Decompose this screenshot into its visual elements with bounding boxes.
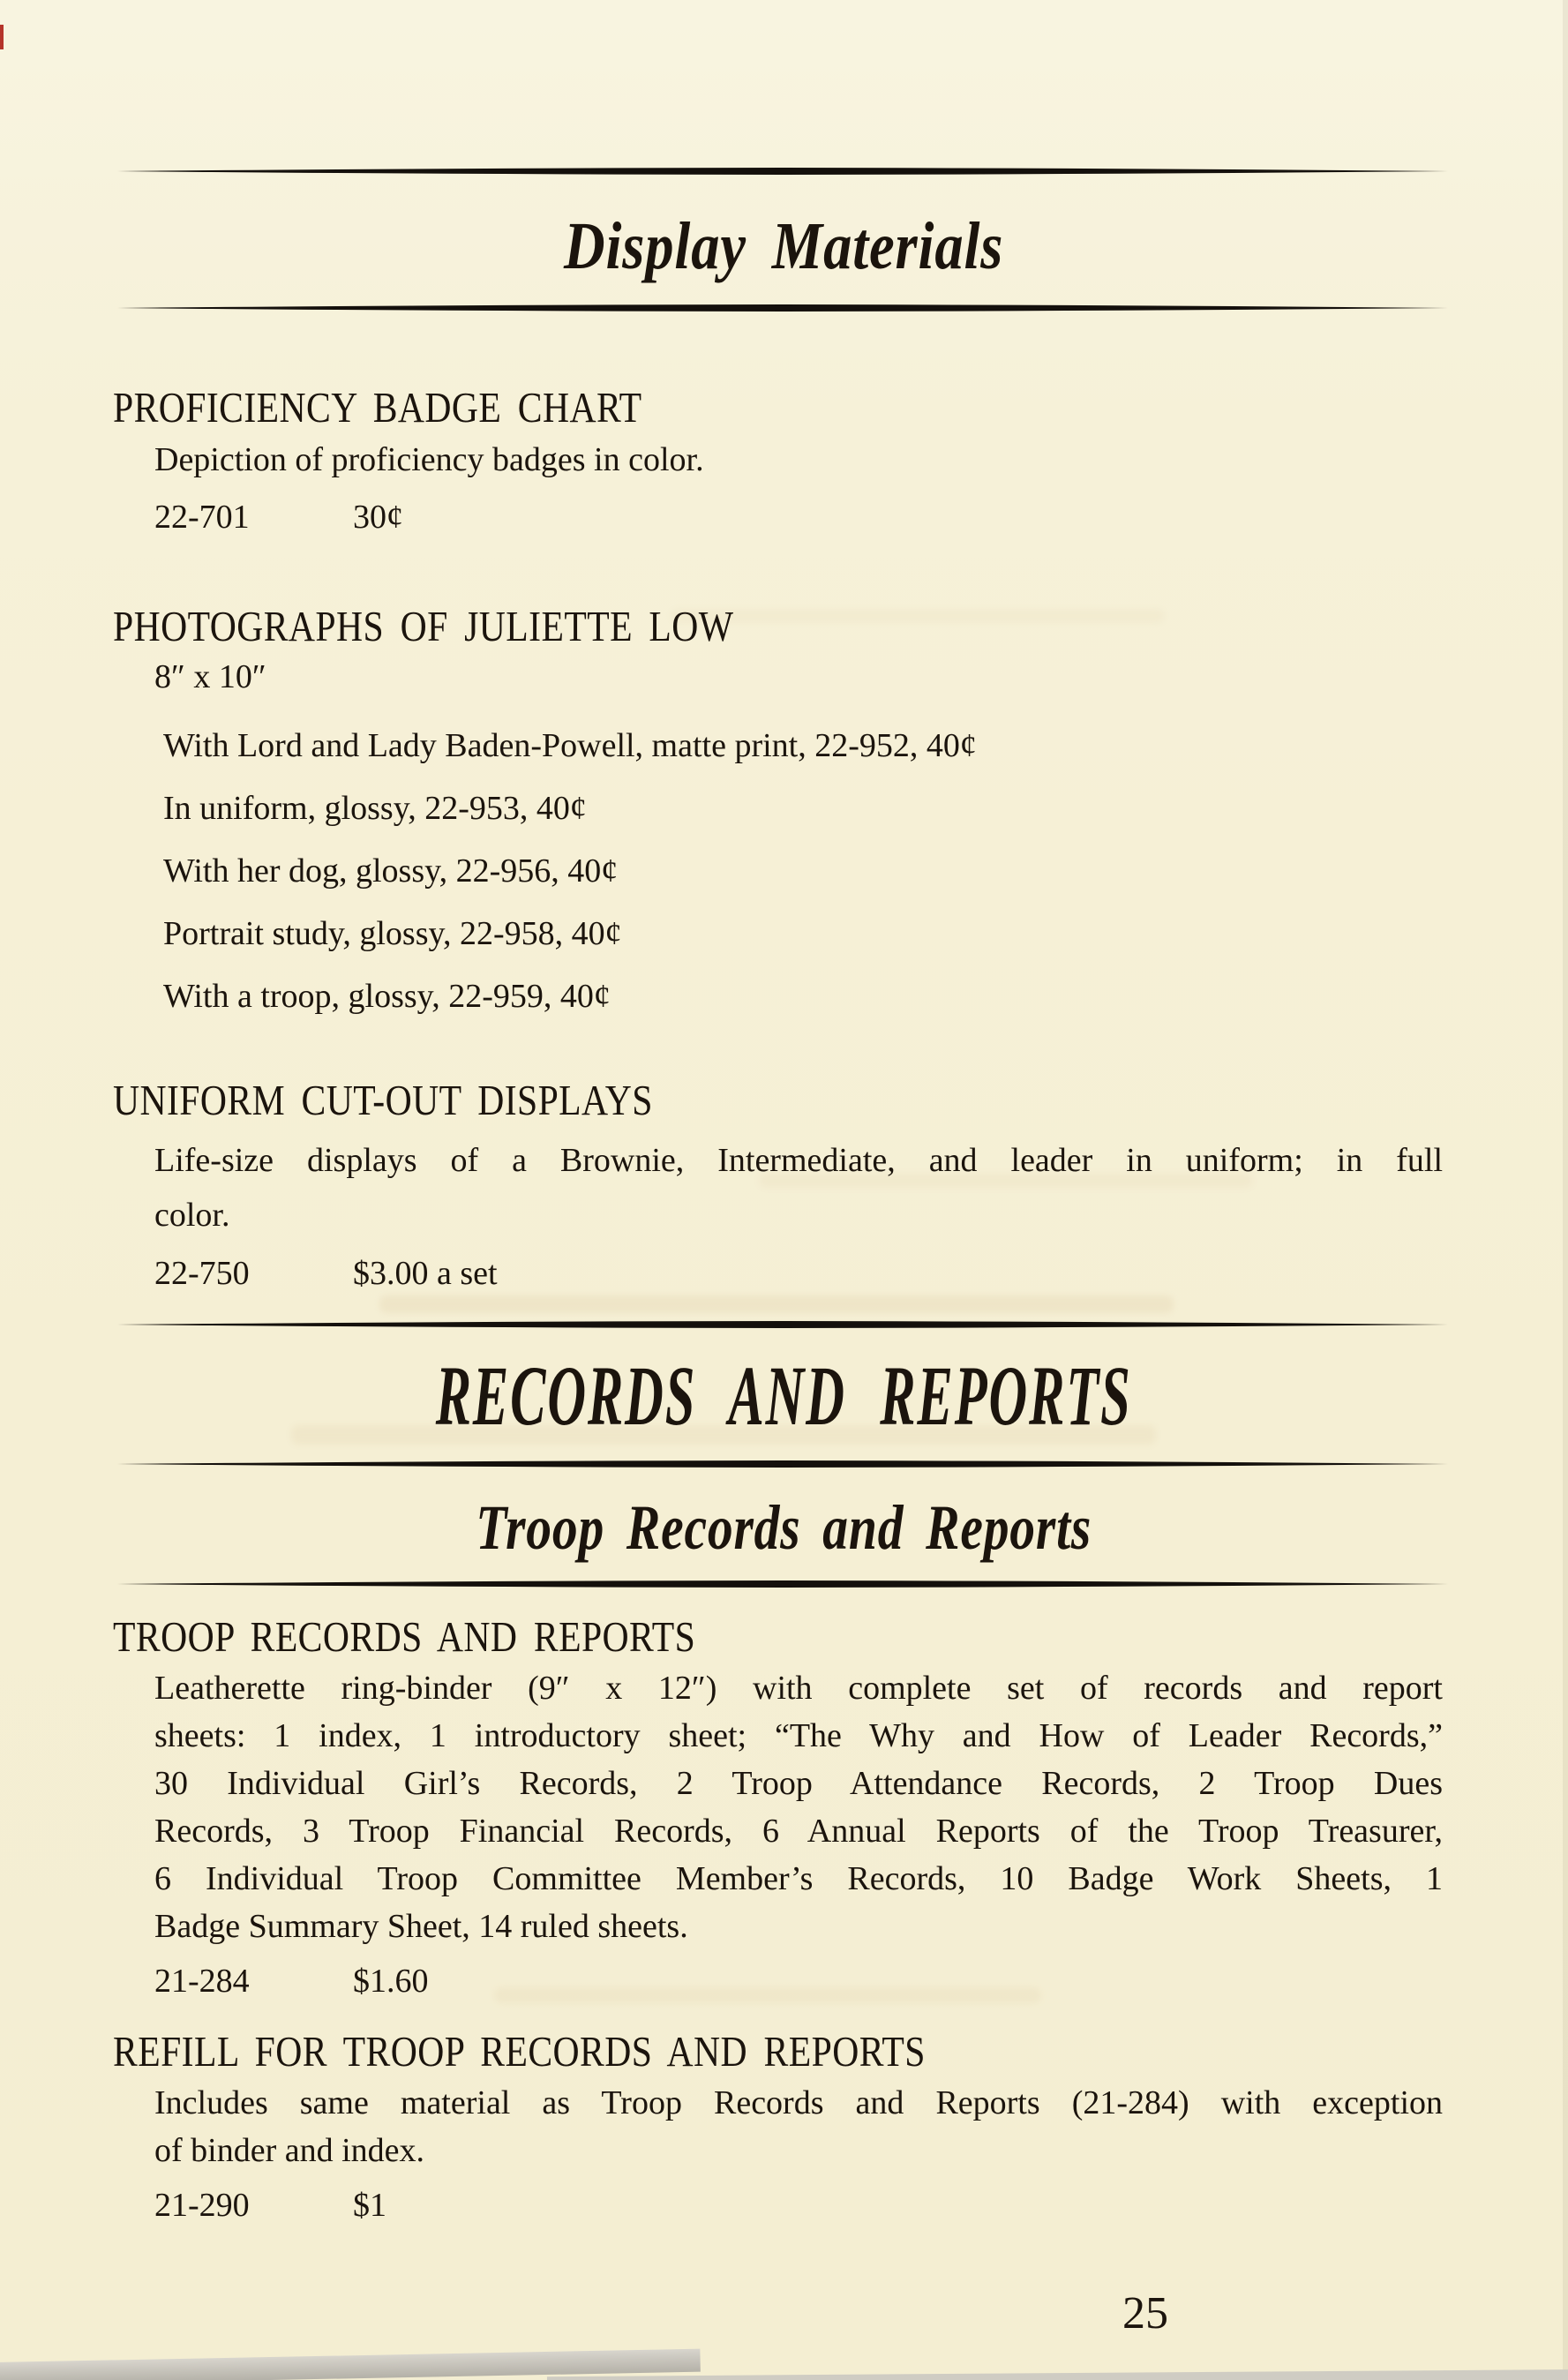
tapered-rule-shape: [117, 304, 1448, 312]
section-description: [113, 1664, 1447, 1950]
item-code: 21-284: [154, 1963, 250, 2000]
description-line: sheets: 1 index, 1 introductory sheet; “The Why and How of Leader Records,”: [154, 1717, 1443, 1754]
price-row: [154, 497, 1447, 537]
troop-records-subheading-text: Troop Records and Reports: [476, 1492, 1092, 1563]
scan-edge-shadow: [0, 2349, 701, 2380]
section-title: [113, 604, 1447, 649]
list-item: Portrait study, glossy, 22-958, 40¢: [163, 915, 622, 952]
photo-item-list: [113, 726, 1447, 1016]
price-row: [154, 1961, 1447, 2001]
section-description: Depiction of proficiency badges in color.: [154, 441, 704, 478]
section-proficiency-badge-chart: [113, 383, 1447, 537]
description-line: 30 Individual Girl’s Records, 2 Troop Attendance Records, 2 Troop Dues: [154, 1765, 1443, 1802]
tapered-rule: [117, 1580, 1448, 1588]
display-materials-heading: [0, 208, 1568, 285]
ink-bleedthrough: [379, 1295, 1174, 1313]
page-number: 25: [1122, 2288, 1168, 2339]
book-edge-red-mark: [0, 25, 4, 49]
list-item: In uniform, glossy, 22-953, 40¢: [163, 790, 587, 827]
item-price: $3.00 a set: [353, 1255, 498, 1292]
item-price: $1.60: [353, 1963, 429, 2000]
section-troop-records-and-reports: [113, 1612, 1447, 2001]
list-item: With Lord and Lady Baden-Powell, matte print, 22-952, 40¢: [163, 727, 977, 764]
section-title-text: UNIFORM CUT-OUT DISPLAYS: [113, 1076, 653, 1124]
photo-size: 8″ x 10″: [154, 658, 266, 695]
section-description: [113, 2079, 1447, 2174]
troop-records-subheading: [0, 1491, 1568, 1565]
item-price: $1: [353, 2187, 386, 2224]
tapered-rule-shape: [117, 1460, 1448, 1468]
section-title: [113, 1612, 1447, 1661]
section-uniform-cutout-displays: [113, 1078, 1447, 1294]
description-line: Leatherette ring-binder (9″ x 12″) with complete set of records and report: [154, 1670, 1443, 1707]
records-and-reports-heading-text: RECORDS AND REPORTS: [435, 1348, 1132, 1443]
item-price: 30¢: [353, 499, 403, 536]
section-title: [113, 383, 1447, 432]
section-title-text: PHOTOGRAPHS OF JULIETTE LOW: [113, 602, 734, 650]
records-and-reports-heading: [0, 1347, 1568, 1445]
description-line: Badge Summary Sheet, 14 ruled sheets.: [154, 1908, 688, 1945]
description-line: color.: [154, 1197, 230, 1234]
description-line: Includes same material as Troop Records and Reports (21-284) with exception: [154, 2084, 1443, 2121]
item-code: 21-290: [154, 2187, 250, 2224]
section-title-text: TROOP RECORDS AND REPORTS: [113, 1612, 696, 1661]
page-right-edge-shadow: [1563, 0, 1568, 2380]
list-item: With her dog, glossy, 22-956, 40¢: [163, 852, 619, 890]
price-row: [154, 2185, 1447, 2226]
section-title-text: PROFICIENCY BADGE CHART: [113, 383, 642, 432]
list-item: With a troop, glossy, 22-959, 40¢: [163, 978, 611, 1015]
price-row: [154, 1253, 1447, 1294]
item-code: 22-701: [154, 499, 250, 536]
section-title: [113, 1078, 1447, 1122]
description-line: Life-size displays of a Brownie, Intermediate, and leader in uniform; in full: [154, 1142, 1443, 1179]
tapered-rule-shape: [117, 167, 1448, 176]
tapered-rule: [117, 1320, 1448, 1329]
section-refill-troop-records: [113, 2027, 1447, 2226]
description-line: 6 Individual Troop Committee Member’s Records, 10 Badge Work Sheets, 1: [154, 1860, 1443, 1897]
section-title-text: REFILL FOR TROOP RECORDS AND REPORTS: [113, 2027, 926, 2076]
description-line: Records, 3 Troop Financial Records, 6 Annual Reports of the Troop Treasurer,: [154, 1813, 1443, 1850]
description-line: of binder and index.: [154, 2132, 425, 2169]
section-title: [113, 2027, 1447, 2076]
display-materials-heading-text: Display Materials: [564, 209, 1004, 283]
section-photographs-juliette-low: [113, 604, 1447, 1040]
tapered-rule: [117, 167, 1448, 176]
section-description: [113, 1133, 1447, 1243]
tapered-rule-shape: [117, 1580, 1448, 1588]
item-code: 22-750: [154, 1255, 250, 1292]
tapered-rule: [117, 1460, 1448, 1468]
tapered-rule-shape: [117, 1320, 1448, 1329]
tapered-rule: [117, 304, 1448, 312]
